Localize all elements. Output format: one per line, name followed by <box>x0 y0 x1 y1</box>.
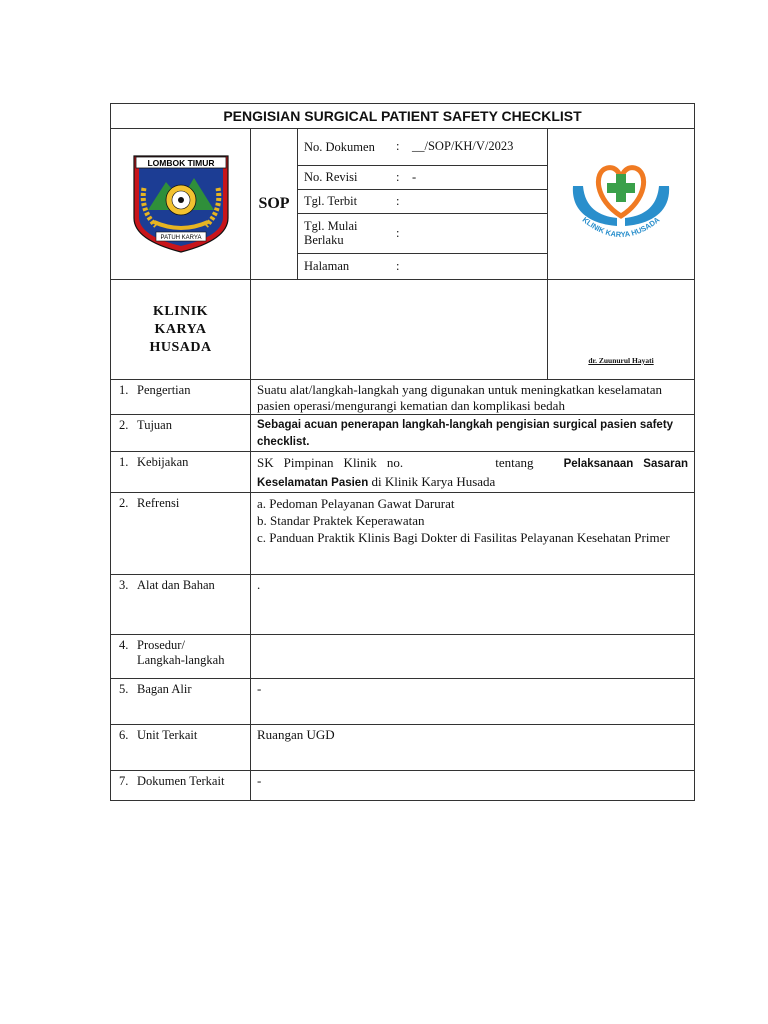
tgl-terbit-sep: : <box>390 189 406 213</box>
unit-label: 6. Unit Terkait <box>111 725 251 771</box>
lombok-timur-emblem <box>126 148 236 256</box>
sop-table <box>110 103 695 801</box>
emblem-top-text: LOMBOK TIMUR <box>146 157 215 168</box>
tgl-terbit-label: Tgl. Terbit <box>298 189 390 213</box>
tgl-mulai-value <box>406 213 547 253</box>
tgl-terbit-value <box>406 189 547 213</box>
pengertian-value: Suatu alat/langkah-langkah yang digunakan untuk meningkatkan keselamatan pasien operasi/mengurangi kematian dan komplikasi bedah <box>251 380 695 415</box>
dokumen-label: 7. Dokumen Terkait <box>111 771 251 801</box>
emblem-bottom-text: PATUH KARYA <box>160 234 201 241</box>
kebijakan-place: di Klinik Karya Husada <box>371 474 496 489</box>
alat-label: 3. Alat dan Bahan <box>111 575 251 635</box>
prosedur-value <box>251 635 695 679</box>
klinik-karya-husada-logo <box>565 152 677 252</box>
halaman-label: Halaman <box>304 258 350 273</box>
clinic-name-text: KLINIK KARYA HUSADA <box>149 303 212 355</box>
dokumen-value: - <box>251 771 695 801</box>
logo-left-cell <box>111 129 251 280</box>
tujuan-value: Sebagai acuan penerapan langkah-langkah pengisian surgical pasien safety checklist. <box>251 415 695 452</box>
kebijakan-tentang: tentang <box>495 455 534 470</box>
kebijakan-topic: Pelaksanaan Sasaran Keselamatan Pasien <box>257 458 689 489</box>
sop-document <box>110 103 694 801</box>
prosedur-label: 4. Prosedur/ Langkah-langkah <box>111 635 251 679</box>
kebijakan-sk: SK Pimpinan Klinik no. <box>257 455 404 470</box>
logo-right-cell <box>548 129 695 280</box>
bagan-value: - <box>251 679 695 725</box>
kebijakan-label: 1. Kebijakan <box>111 452 251 493</box>
refrensi-item: b. Standar Praktek Keperawatan <box>257 513 425 528</box>
refrensi-list <box>251 493 695 575</box>
unit-value: Ruangan UGD <box>251 725 695 771</box>
tgl-mulai-label: Tgl. Mulai Berlaku <box>298 213 390 253</box>
pengertian-label: 1. Pengertian <box>111 380 251 415</box>
no-revisi-label: No. Revisi <box>298 165 390 189</box>
refrensi-label: 2. Refrensi <box>111 493 251 575</box>
no-dokumen-value: __/SOP/KH/V/2023 <box>406 129 547 165</box>
no-dokumen-label: No. Dokumen <box>298 129 390 165</box>
halaman-sep: : <box>396 258 400 273</box>
tgl-mulai-sep: : <box>390 213 406 253</box>
no-revisi-sep: : <box>390 165 406 189</box>
clinic-name <box>111 280 251 380</box>
alat-value: . <box>251 575 695 635</box>
sop-label: SOP <box>251 129 298 280</box>
document-title: PENGISIAN SURGICAL PATIENT SAFETY CHECKLIST <box>111 104 695 129</box>
doc-info-table <box>298 129 547 279</box>
no-dokumen-sep: : <box>390 129 406 165</box>
approval-blank <box>251 280 548 380</box>
halaman-value <box>406 253 547 279</box>
tujuan-label: 2. Tujuan <box>111 415 251 452</box>
doc-info-cell <box>298 129 548 280</box>
refrensi-item: c. Panduan Praktik Klinis Bagi Dokter di Fasilitas Pelayanan Kesehatan Primer <box>257 530 670 545</box>
bagan-label: 5. Bagan Alir <box>111 679 251 725</box>
no-revisi-value: - <box>406 165 547 189</box>
kebijakan-value <box>251 452 695 493</box>
signer-name: dr. Zuunurul Hayati <box>548 280 695 380</box>
refrensi-item: a. Pedoman Pelayanan Gawat Darurat <box>257 496 455 511</box>
logo-right-text: KLINIK KARYA HUSADA <box>580 214 662 239</box>
